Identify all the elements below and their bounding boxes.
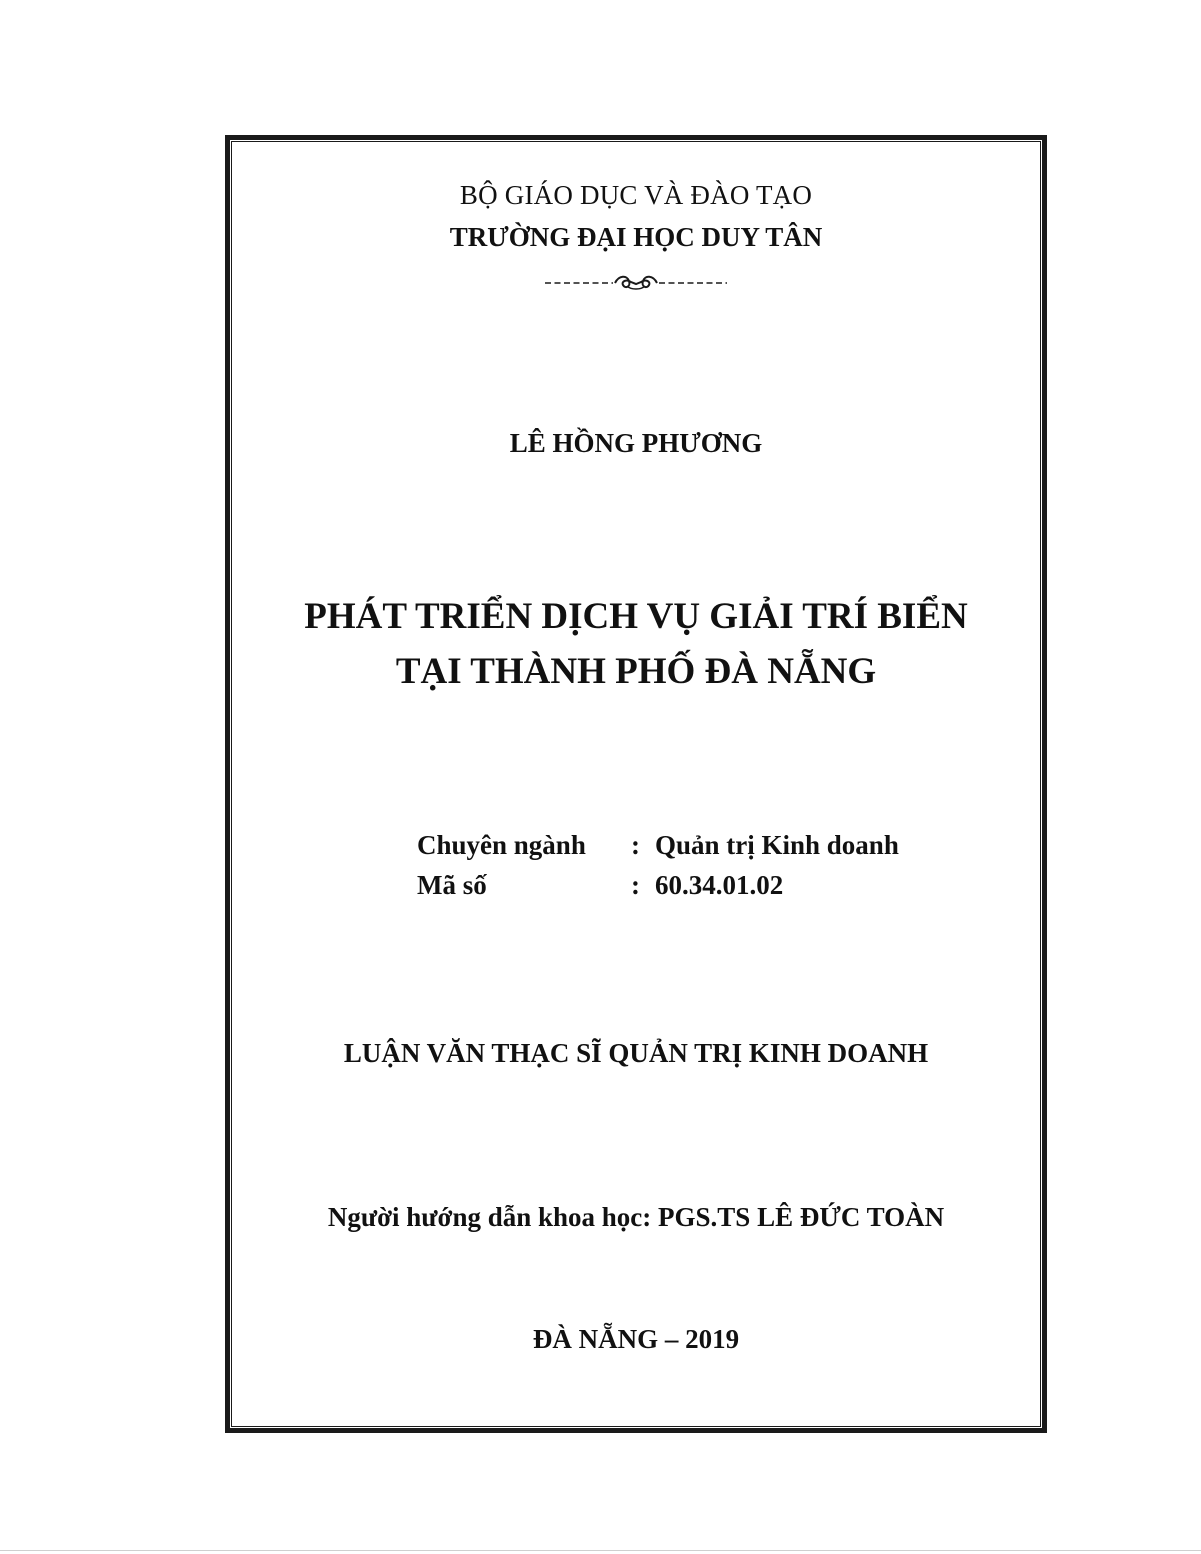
university-heading: TRƯỜNG ĐẠI HỌC DUY TÂN (449, 222, 823, 252)
thesis-title-line-1: PHÁT TRIỂN DỊCH VỤ GIẢI TRÍ BIỂN (304, 596, 968, 637)
code-value: 60.34.01.02 (655, 870, 784, 900)
advisor-line: Người hướng dẫn khoa học: PGS.TS LÊ ĐỨC TOÀN (327, 1202, 945, 1232)
author-name: LÊ HỒNG PHƯƠNG (509, 428, 763, 458)
scroll-divider-icon (541, 268, 731, 294)
major-separator: : (631, 830, 640, 860)
code-separator: : (631, 870, 640, 900)
page-bottom-rule (0, 1550, 1201, 1551)
ornament-divider (231, 268, 1041, 294)
major-value: Quản trị Kinh doanh (655, 830, 899, 860)
degree-heading: LUẬN VĂN THẠC SĨ QUẢN TRỊ KINH DOANH (343, 1038, 929, 1068)
place-year: ĐÀ NẴNG – 2019 (532, 1324, 740, 1354)
inner-border-frame (231, 141, 1041, 1427)
thesis-title-line-2: TẠI THÀNH PHỐ ĐÀ NẴNG (395, 651, 877, 692)
code-label: Mã số (417, 870, 487, 900)
major-label: Chuyên ngành (417, 830, 586, 860)
ministry-heading: BỘ GIÁO DỤC VÀ ĐÀO TẠO (459, 180, 813, 210)
